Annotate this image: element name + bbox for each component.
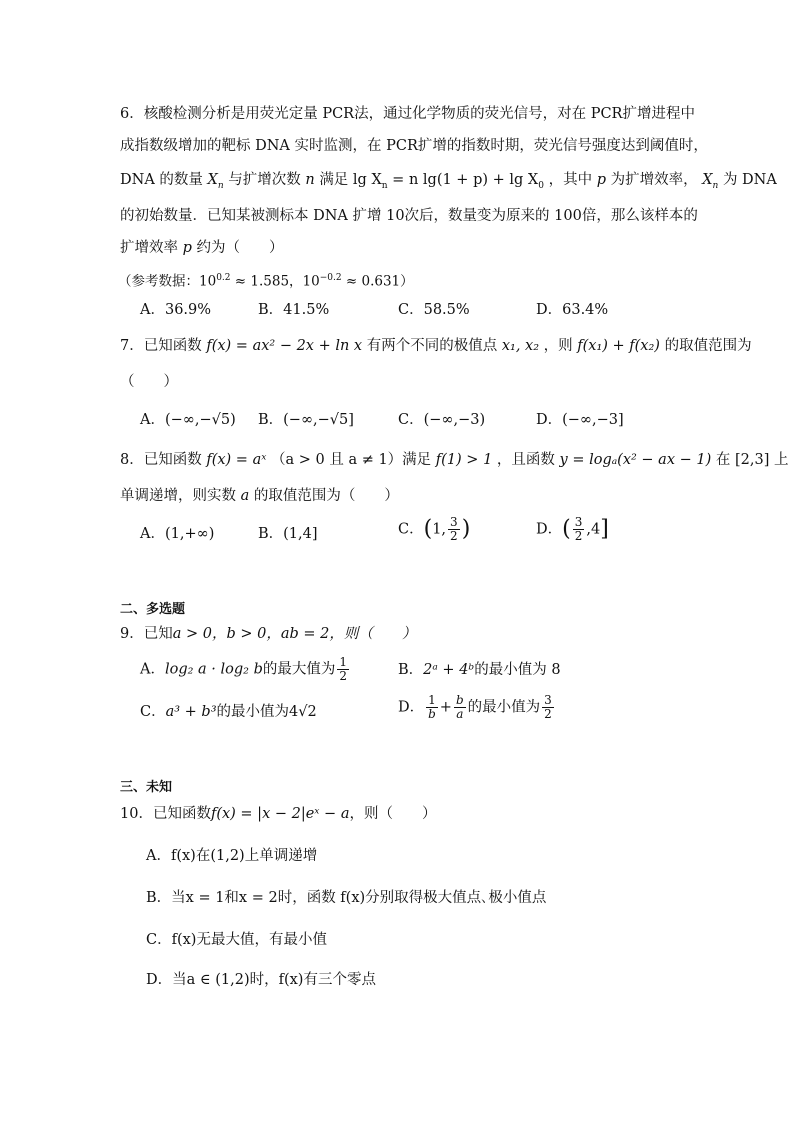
q6-l3b: 与扩增次数: [228, 172, 301, 188]
q8-line-1: 8．已知函数 f(x) = aˣ （a > 0 且 a ≠ 1）满足 f(1) > 1 ，且函数 y = logₐ(x² − ax − 1) 在 [2,3] 上: [120, 452, 789, 468]
q6-line-2: 成指数级增加的靶标 DNA 实时监测，在 PCR扩增的指数时期，荧光信号强度达到阈值时，: [120, 138, 708, 154]
q8-function: f(x) = aˣ: [206, 452, 267, 468]
q9-option-a: A．log₂ a · log₂ b的最大值为 $\frac{1}{2}$: [140, 655, 348, 683]
q6-l5b: 约为（ ）: [196, 240, 284, 256]
q6-l3d: ，其中: [548, 172, 593, 188]
section-2-heading: 二、多选题: [120, 602, 186, 617]
q6-l3a: DNA 的数量: [120, 172, 203, 188]
q6-option-d: D．63.4%: [536, 302, 609, 318]
q8-log-function: y = logₐ(x² − ax − 1): [559, 452, 712, 468]
q8-line-2: 单调递增，则实数 a 的取值范围为（ ）: [120, 488, 399, 504]
q6-line-5: [120, 238, 284, 258]
q7-option-a: A．(−∞,−√5): [140, 412, 236, 428]
q6-option-c: C．58.5%: [398, 302, 470, 318]
q10-option-a: A．f(x)在(1,2)上单调递增: [146, 848, 318, 864]
var-xn: $X_n$: [207, 172, 224, 191]
q7-sum: f(x₁) + f(x₂): [577, 338, 660, 354]
q6-l3f: 为 DNA: [722, 172, 777, 188]
var-a: a: [240, 488, 250, 504]
q6-l3c: 满足: [319, 172, 349, 188]
q6-line-4: 的初始数量．已知某被测标本 DNA 扩增 10次后，数量变为原来的 100倍，那么该样本的: [120, 208, 698, 224]
q6-l5a: 扩增效率: [120, 240, 178, 256]
q6-line-1: 6．核酸检测分析是用荧光定量 PCR法，通过化学物质的荧光信号，对在 PCR扩增进程中: [120, 106, 695, 122]
q8-option-b: B．(1,4]: [258, 526, 318, 542]
q7-points: x₁, x₂: [501, 338, 540, 354]
q7-paren: （ ）: [120, 374, 178, 390]
q10-option-c: C．f(x)无最大值，有最小值: [146, 932, 327, 948]
q10-option-d: D．当a ∈ (1,2)时，f(x)有三个零点: [146, 972, 376, 988]
q7-function: f(x) = ax² − 2x + ln x: [206, 338, 363, 354]
q6-l3e: 为扩增效率，: [610, 172, 698, 188]
q6-formula: $\lg X_n = n$ $\lg(1 + p) + \lg X_0$: [352, 172, 544, 191]
q7-option-c: C．(−∞,−3): [398, 412, 486, 428]
q6-option-b: B．41.5%: [258, 302, 330, 318]
q9-option-c: C．a³ + b³的最小值为4√2: [140, 704, 317, 720]
q8-option-c: C．(1, $\frac{3}{2}$ ): [398, 515, 471, 543]
var-n: n: [305, 172, 315, 188]
q6-line-3: [120, 170, 777, 196]
q9-stem: 9．已知a > 0，b > 0，ab = 2，则（ ）: [120, 626, 417, 642]
q7-stem: 7．已知函数 f(x) = ax² − 2x + ln x 有两个不同的极值点 x₁, x₂ ，则 f(x₁) + f(x₂) 的取值范围为: [120, 338, 752, 354]
q8-option-a: A．(1,+∞): [140, 526, 215, 542]
q9-option-d: D． $\frac{1}{b}$ + $\frac{b}{a}$ 的最小值为 $\frac{3}{2}$: [398, 693, 552, 721]
var-p: p: [596, 172, 606, 188]
q6-reference: （参考数据：$10^{0.2} \approx 1.585$，$10^{-0.2} \approx 0.631$）: [118, 273, 414, 290]
var-p-2: p: [182, 240, 192, 256]
q9-option-b: B．2ᵃ + 4ᵇ的最小值为 8: [398, 662, 561, 678]
section-3-heading: 三、未知: [120, 780, 173, 795]
q10-option-b: B．当x = 1和x = 2时，函数 f(x)分别取得极大值点､极小值点: [146, 890, 547, 906]
q7-option-d: D．(−∞,−3]: [536, 412, 624, 428]
var-xn-2: $X_n$: [702, 172, 719, 191]
q6-option-a: A．36.9%: [140, 302, 212, 318]
q8-option-d: D．( $\frac{3}{2}$ ,4]: [536, 515, 609, 543]
q10-stem: 10．已知函数f(x) = |x − 2|eˣ − a，则（ ）: [120, 806, 437, 822]
q7-option-b: B．(−∞,−√5]: [258, 412, 354, 428]
